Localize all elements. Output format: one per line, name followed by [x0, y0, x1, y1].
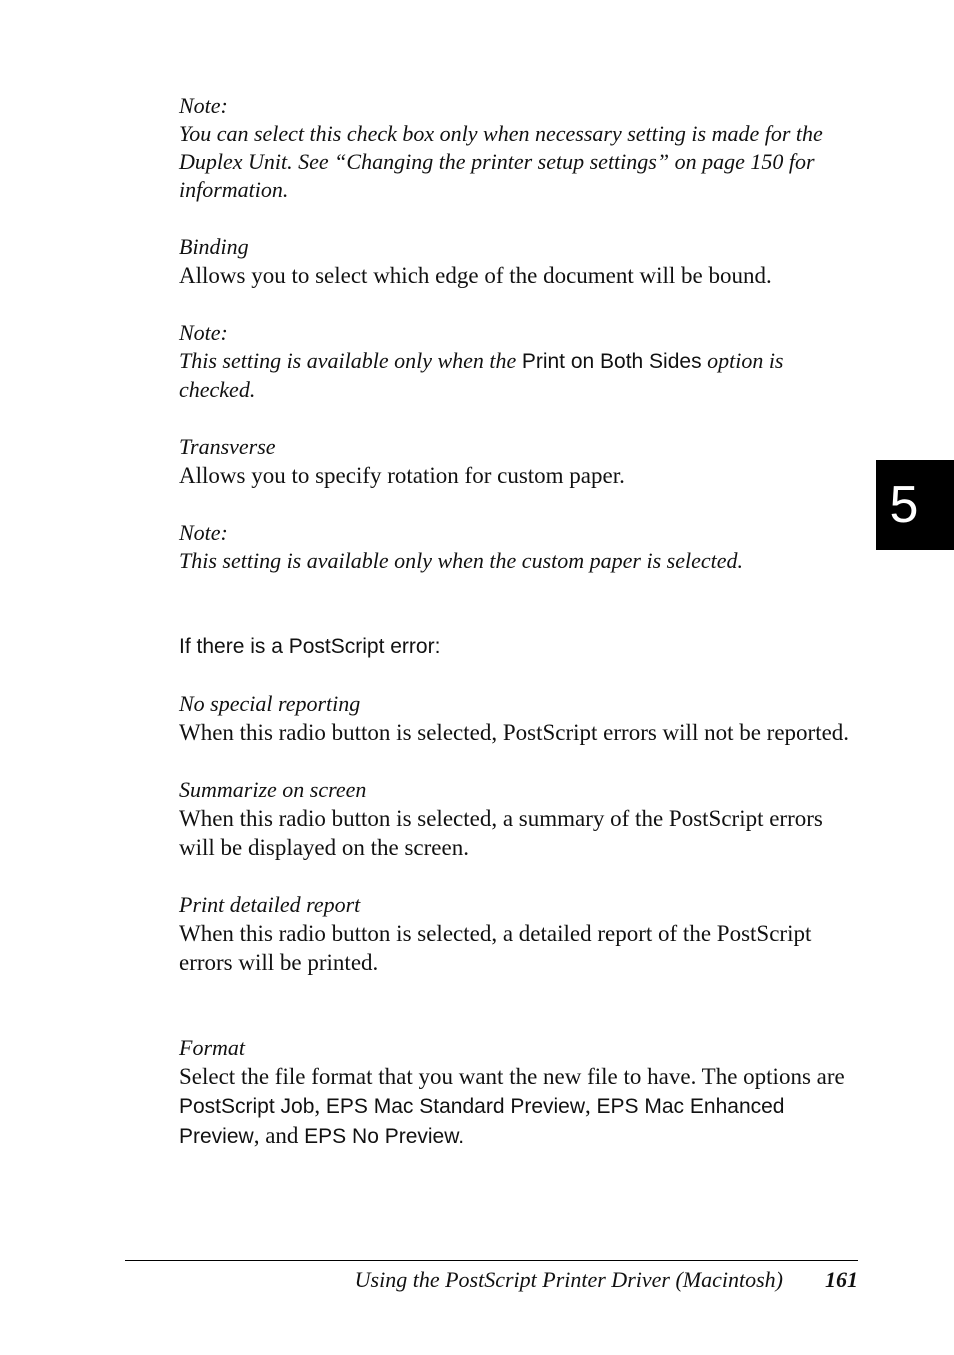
binding-term: Binding — [179, 234, 249, 259]
print-detailed-report-term: Print detailed report — [179, 892, 361, 917]
note-text: This setting is available only when the custom paper is selected. — [179, 548, 743, 573]
page-content — [179, 92, 864, 1151]
format-option-eps-mac-enhanced: EPS Mac Enhanced Preview — [179, 1095, 785, 1148]
note-label: Note: — [179, 93, 228, 118]
format-separator: , — [314, 1093, 326, 1118]
transverse-description: Allows you to specify rotation for custom paper. — [179, 463, 625, 488]
binding-description: Allows you to select which edge of the document will be bound. — [179, 263, 772, 288]
page-footer — [355, 1266, 858, 1294]
format-option-eps-mac-standard: EPS Mac Standard Preview — [325, 1095, 586, 1118]
note-text-before: This setting is available only when the — [179, 348, 522, 373]
format-options-prefix: options are — [743, 1064, 845, 1089]
format-separator: , and — [253, 1123, 305, 1148]
note-text: You can select this check box only when necessary setting is made for the Duplex Unit. See “Changing the printer setup settings” on page 150 for information. — [179, 121, 823, 202]
note-label: Note: — [179, 320, 228, 345]
footer-rule — [125, 1260, 858, 1261]
format-term: Format — [179, 1035, 245, 1060]
note-text-after: option is checked. — [179, 348, 784, 402]
postscript-error-heading: If there is a PostScript error: — [179, 635, 441, 658]
format-end: . — [458, 1125, 465, 1148]
transverse-term: Transverse — [179, 434, 276, 459]
no-special-reporting-term: No special reporting — [179, 691, 361, 716]
option-name: Print on Both Sides — [521, 350, 702, 373]
format-desc-text: Select the file format that you want the new file to have. The — [179, 1064, 738, 1089]
format-separator: , — [585, 1093, 597, 1118]
format-description — [179, 1062, 864, 1151]
no-special-reporting-description: When this radio button is selected, PostScript errors will not be reported. — [179, 720, 850, 745]
page-number: 161 — [825, 1267, 858, 1292]
note-label: Note: — [179, 520, 228, 545]
format-option-eps-no-preview: EPS No Preview — [304, 1125, 459, 1148]
note-text — [179, 347, 864, 404]
summarize-on-screen-description: When this radio button is selected, a summary of the PostScript errors will be displayed on the screen. — [179, 806, 823, 860]
footer-title: Using the PostScript Printer Driver (Macintosh) — [354, 1267, 783, 1292]
chapter-tab: 5 — [876, 460, 954, 550]
print-detailed-report-description: When this radio button is selected, a detailed report of the PostScript errors will be printed. — [179, 921, 812, 975]
format-option-postscript-job: PostScript Job — [179, 1095, 315, 1118]
summarize-on-screen-term: Summarize on screen — [179, 777, 367, 802]
